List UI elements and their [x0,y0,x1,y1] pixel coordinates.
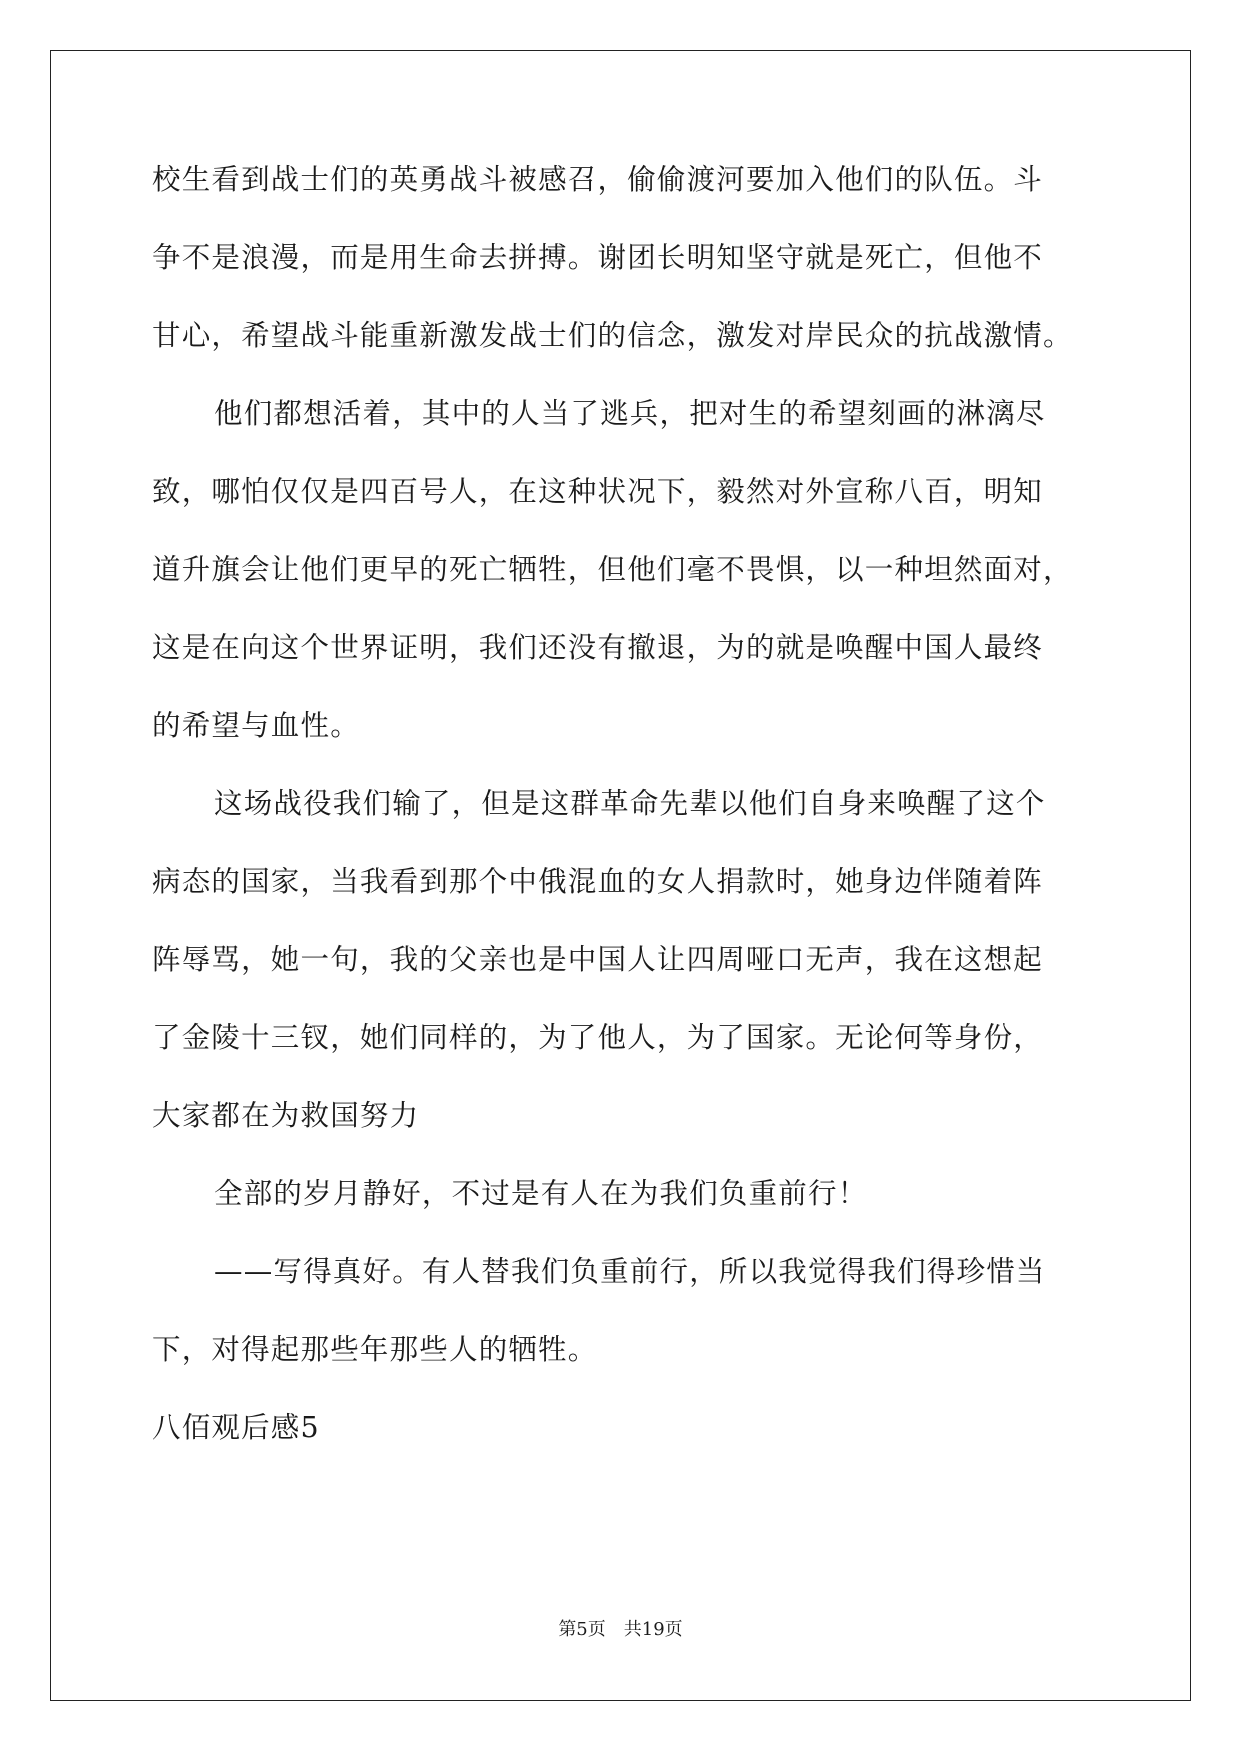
page-number: 第5页 共19页 [558,1619,683,1640]
paragraph-line: 阵辱骂，她一句，我的父亲也是中国人让四周哑口无声，我在这想起 [152,943,1044,976]
paragraph-line: 甘心，希望战斗能重新激发战士们的信念，激发对岸民众的抗战激情。 [152,319,1073,352]
paragraph-line: 致，哪怕仅仅是四百号人，在这种状况下，毅然对外宣称八百，明知 [152,475,1044,508]
paragraph-line: 了金陵十三钗，她们同样的，为了他人，为了国家。无论何等身份， [152,1021,1044,1054]
paragraph-line: 全部的岁月静好，不过是有人在为我们负重前行！ [214,1177,868,1210]
page-footer [0,1618,1241,1642]
paragraph-line: 大家都在为救国努力 [152,1099,420,1132]
paragraph-line: 下，对得起那些年那些人的牺牲。 [152,1333,598,1366]
paragraph-line: 校生看到战士们的英勇战斗被感召，偷偷渡河要加入他们的队伍。斗 [152,163,1044,196]
paragraph-line: 这场战役我们输了，但是这群革命先辈以他们自身来唤醒了这个 [214,787,1046,820]
paragraph-line: 病态的国家，当我看到那个中俄混血的女人捐款时，她身边伴随着阵 [152,865,1044,898]
paragraph-line: 的希望与血性。 [152,709,360,742]
paragraph-line: 这是在向这个世界证明，我们还没有撤退，为的就是唤醒中国人最终 [152,631,1044,664]
section-heading: 八佰观后感5 [152,1411,320,1444]
paragraph-line: ——写得真好。有人替我们负重前行，所以我觉得我们得珍惜当 [214,1255,1046,1288]
paragraph-line: 道升旗会让他们更早的死亡牺牲，但他们毫不畏惧，以一种坦然面对， [152,553,1073,586]
paragraph-line: 争不是浪漫，而是用生命去拼搏。谢团长明知坚守就是死亡，但他不 [152,241,1044,274]
paragraph-line: 他们都想活着，其中的人当了逃兵，把对生的希望刻画的淋漓尽 [214,397,1046,430]
